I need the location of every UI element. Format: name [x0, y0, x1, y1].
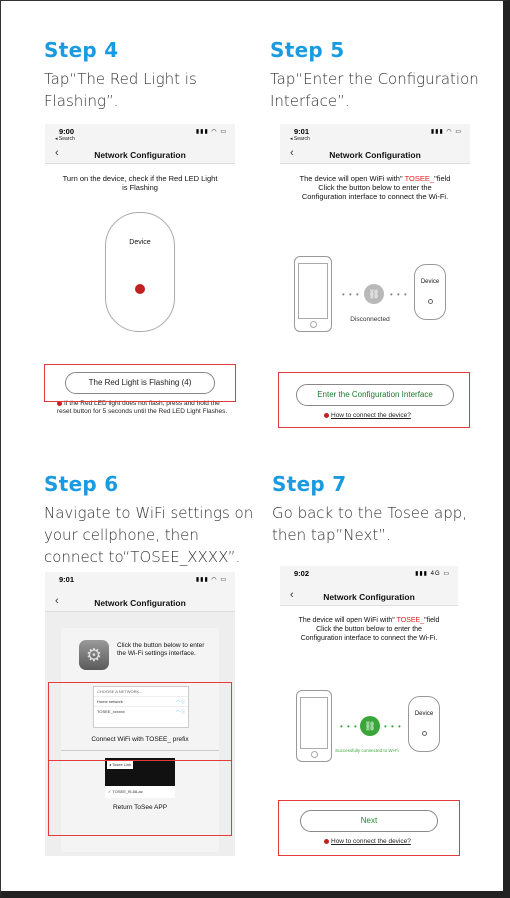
nav-bar — [280, 586, 458, 606]
status-bar — [45, 572, 235, 592]
help-link[interactable]: How to connect the device? — [324, 838, 444, 846]
highlight-divider — [48, 760, 232, 761]
highlight-box — [44, 364, 236, 402]
phone-illustration — [294, 256, 332, 332]
connection-dashes: • • • — [340, 722, 358, 731]
step-7 — [272, 472, 482, 546]
status-time: 9:01 — [294, 127, 310, 136]
step-5 — [270, 38, 485, 112]
status-time: 9:00 — [59, 127, 75, 136]
chevron-left-icon[interactable]: ‹ — [290, 147, 294, 159]
device-illustration — [105, 212, 175, 332]
step-title: Step 7 — [272, 472, 347, 496]
step-6 — [44, 472, 254, 568]
wifi-network-tosee[interactable]: TOSEE_xxxxxx ◠ ⓘ — [94, 706, 188, 716]
back-to-search[interactable]: ◂ Search — [55, 136, 75, 142]
status-time: 9:01 — [59, 575, 75, 584]
connection-dashes: • • • — [384, 722, 402, 731]
wifi-info-icon: ◠ ⓘ — [176, 699, 185, 704]
nav-bar — [280, 144, 470, 164]
chevron-left-icon[interactable]: ‹ — [55, 595, 59, 607]
settings-prompt: Click the button below to enter the Wi-Fi settings interface. — [117, 642, 205, 657]
connection-dashes: • • • — [342, 290, 360, 299]
step-title: Step 4 — [44, 38, 119, 62]
chevron-left-icon[interactable]: ‹ — [55, 147, 59, 159]
device-label: Device — [129, 239, 151, 246]
step-description: Navigate to WiFi settings on your cellphone, then connect to“TOSEE_XXXX”. — [44, 504, 254, 566]
status-time: 9:02 — [294, 569, 310, 578]
nav-title: Network Configuration — [323, 592, 415, 602]
wifi-network-home[interactable]: Home network ◠ ⓘ — [94, 696, 188, 706]
mini-wifi-item: ✓ TOSEE_f5-58-ac — [105, 786, 175, 798]
next-button[interactable]: Next — [300, 810, 438, 832]
settings-gear-icon: ⚙ — [79, 640, 109, 670]
instruction-text: The device will open WiFi with" TOSEE_"field Click the button below to enter the Configuration interface to connect the Wi-Fi. — [298, 617, 440, 642]
wifi-list-header: CHOOSE A NETWORK... — [97, 689, 143, 694]
signal-wifi-battery-icon: ▮▮▮ ◠ ▭ — [195, 129, 227, 135]
help-link[interactable]: How to connect the device? — [324, 412, 444, 420]
connect-wifi-instruction: Connect WiFi with TOSEE_ prefix — [91, 736, 189, 743]
mini-back-link: ◂ Tosee Link — [109, 762, 132, 767]
device-label: Device — [420, 279, 440, 285]
step-description: Go back to the Tosee app, then tap”Next”. — [272, 504, 468, 544]
connection-status: Disconnected — [350, 316, 390, 323]
highlight-box — [278, 372, 470, 428]
status-bar — [45, 124, 235, 144]
connection-dashes: • • • — [390, 290, 408, 299]
step-description: Tap“The Red Light is Flashing”. — [44, 70, 197, 110]
instruction-text: The device will open WiFi with" TOSEE_"field Click the button below to enter the Configuration interface to connect the Wi-Fi. — [299, 174, 451, 201]
enter-configuration-button[interactable]: Enter the Configuration Interface — [296, 384, 454, 406]
step-4 — [44, 38, 244, 112]
highlight-box — [48, 682, 232, 836]
status-bar — [280, 566, 458, 586]
device-illustration — [408, 696, 440, 752]
status-bar — [280, 124, 470, 144]
nav-bar — [45, 144, 235, 164]
led-icon — [422, 731, 427, 736]
link-icon: ⛓ — [364, 284, 384, 304]
nav-title: Network Configuration — [94, 150, 186, 160]
instruction-text: Turn on the device, check if the Red LED Light is Flashing — [62, 174, 218, 192]
signal-wifi-battery-icon: ▮▮▮ ◠ ▭ — [430, 129, 462, 135]
connection-status: Successfully connected to Wi-Fi — [335, 748, 399, 753]
device-illustration — [414, 264, 446, 320]
red-led-icon — [135, 284, 145, 294]
led-icon — [428, 299, 433, 304]
device-label: Device — [414, 711, 434, 717]
back-to-search[interactable]: ◂ Search — [290, 136, 310, 142]
return-app-label[interactable]: Return ToSee APP — [112, 804, 168, 811]
nav-title: Network Configuration — [329, 150, 421, 160]
signal-wifi-battery-icon: ▮▮▮ ◠ ▭ — [195, 577, 227, 583]
highlight-box — [278, 800, 460, 856]
chevron-left-icon[interactable]: ‹ — [290, 589, 294, 601]
signal-4g-battery-icon: ▮▮▮ 4G ▭ — [415, 571, 450, 577]
nav-bar — [45, 592, 235, 612]
nav-title: Network Configuration — [94, 598, 186, 608]
step-title: Step 5 — [270, 38, 345, 62]
step-description: Tap“Enter the Configuration Interface”. — [270, 70, 479, 110]
red-light-flashing-button[interactable]: The Red Light is Flashing (4) — [65, 372, 215, 394]
wifi-info-icon: ◠ ⓘ — [176, 709, 185, 714]
step-title: Step 6 — [44, 472, 119, 496]
reset-hint: If the Red LED light does not flash, press and hold the reset button for 5 seconds until the Red LED Light Flashes. — [57, 400, 228, 415]
link-connected-icon: ⛓ — [360, 716, 380, 736]
